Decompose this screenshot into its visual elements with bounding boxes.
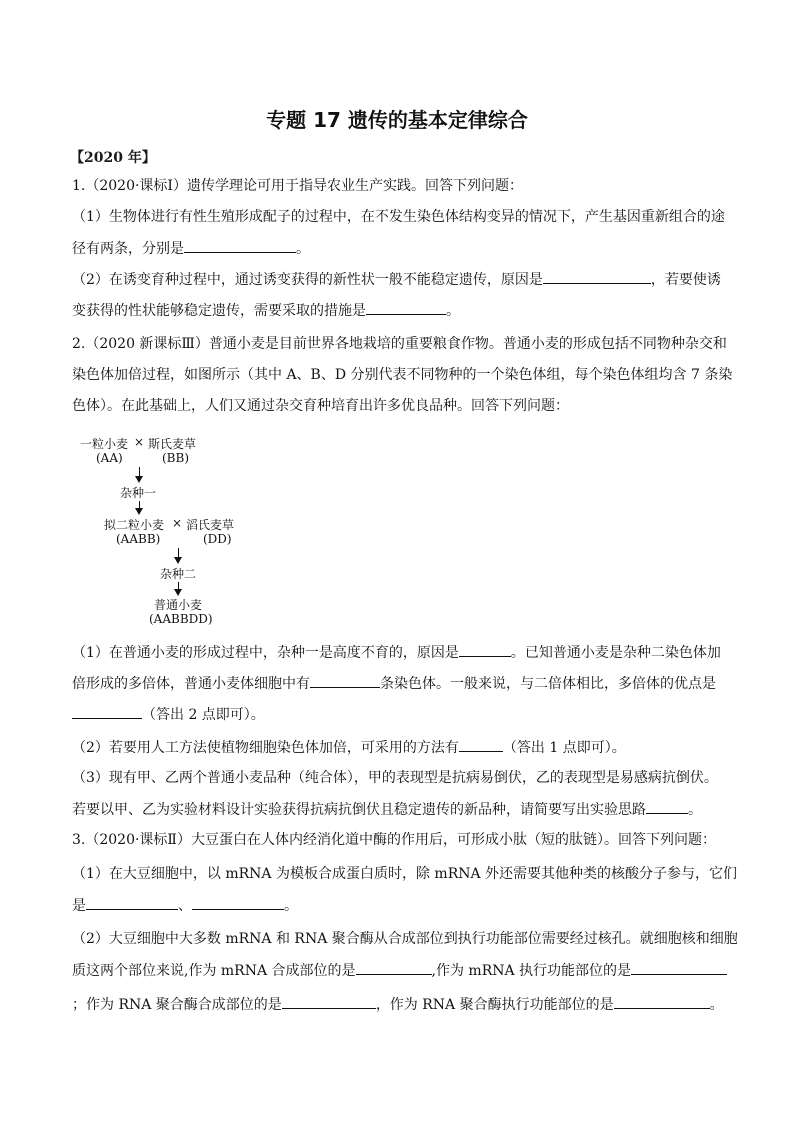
answer-blank[interactable] bbox=[282, 994, 376, 1009]
answer-blank[interactable] bbox=[543, 269, 651, 284]
q2-part2 bbox=[72, 737, 626, 758]
answer-blank[interactable] bbox=[192, 895, 284, 910]
answer-blank[interactable] bbox=[459, 642, 511, 657]
q2-stem-line2: 染色体加倍过程，如图所示（其中 A、B、D 分别代表不同物种的一个染色体组，每个染色体组均含 7 条染 bbox=[72, 367, 733, 383]
q3-part2-line3 bbox=[72, 994, 724, 1015]
answer-blank[interactable] bbox=[72, 704, 142, 719]
q2-part1-end: （答出 2 点即可）。 bbox=[142, 707, 265, 723]
q3-part2-end: 。 bbox=[709, 997, 724, 1013]
parent3-name: 拟二粒小麦 bbox=[104, 518, 165, 532]
hybrid2-name: 杂种二 bbox=[160, 567, 197, 581]
q2-part3-line2 bbox=[72, 799, 702, 820]
q3-part2-mid2: ，作为 RNA 聚合酶执行功能部位的是 bbox=[375, 997, 614, 1013]
q2-part1-text-end: 。已知普通小麦是杂种二染色体加 bbox=[510, 645, 721, 661]
q3-part1-sep: 、 bbox=[178, 898, 192, 914]
q2-part3-text: 若要以甲、乙为实验材料设计实验获得抗病抗倒伏且稳定遗传的新品种，请简要写出实验思路 bbox=[72, 802, 646, 818]
arrow-down-icon bbox=[135, 476, 143, 483]
q3-part1-line1: （1）在大豆细胞中，以 mRNA 为模板合成蛋白质时，除 mRNA 外还需要其他种类的核酸分子参与，它们 bbox=[72, 866, 738, 882]
q1-stem: 1.（2020·课标Ⅰ）遗传学理论可用于指导农业生产实践。回答下列问题： bbox=[72, 178, 523, 194]
q3-part2-mid: ,作为 mRNA 执行功能部位的是 bbox=[431, 963, 632, 979]
q3-part2-text2: ；作为 RNA 聚合酶合成部位的是 bbox=[72, 997, 282, 1013]
q2-part1-text2-end: 条染色体。一般来说，与二倍体相比，多倍体的优点是 bbox=[380, 676, 716, 692]
q2-part1-text2: 倍形成的多倍体，普通小麦体细胞中有 bbox=[72, 676, 310, 692]
answer-blank[interactable] bbox=[631, 960, 727, 975]
parent4-name: 滔氏麦草 bbox=[186, 518, 235, 532]
parent1-genome: (AA) bbox=[96, 451, 123, 465]
q2-part1-line2 bbox=[72, 673, 716, 694]
parent2-name: 斯氏麦草 bbox=[148, 437, 197, 451]
q1-part2-text-end: ，若要使诱 bbox=[650, 272, 721, 288]
answer-blank[interactable] bbox=[646, 799, 688, 814]
q1-part1-text: 径有两条，分别是 bbox=[72, 241, 184, 257]
q3-part2-line1: （2）大豆细胞中大多数 mRNA 和 RNA 聚合酶从合成部位到执行功能部位需要经过核孔。就细胞核和细胞 bbox=[72, 931, 738, 947]
parent4-genome: (DD) bbox=[203, 532, 232, 546]
q2-part1-line3 bbox=[72, 704, 265, 725]
q3-part1-text: 是 bbox=[72, 898, 86, 914]
q2-part1-line1 bbox=[72, 642, 721, 663]
q2-stem-line3: 色体）。在此基础上，人们又通过杂交育种培育出许多优良品种。回答下列问题： bbox=[72, 398, 569, 414]
answer-blank[interactable] bbox=[366, 300, 446, 315]
arrow-down-icon bbox=[174, 557, 182, 564]
q3-part1-end: 。 bbox=[284, 898, 298, 914]
q1-part2-line1 bbox=[72, 269, 721, 290]
q3-part2-text: 质这两个部位来说,作为 mRNA 合成部位的是 bbox=[72, 963, 356, 979]
q3-part2-line2 bbox=[72, 960, 727, 981]
q1-part2-line2 bbox=[72, 300, 460, 321]
q2-part1-text: （1）在普通小麦的形成过程中，杂种一是高度不育的，原因是 bbox=[72, 645, 459, 661]
answer-blank[interactable] bbox=[310, 673, 380, 688]
answer-blank[interactable] bbox=[614, 994, 710, 1009]
answer-blank[interactable] bbox=[184, 238, 296, 253]
q2-part3-end: 。 bbox=[688, 802, 702, 818]
cross-symbol: × bbox=[172, 516, 183, 530]
q1-part1-line2 bbox=[72, 238, 310, 259]
final-wheat-name: 普通小麦 bbox=[154, 598, 203, 612]
arrow-down-icon bbox=[174, 589, 182, 596]
arrow-down-icon bbox=[135, 508, 143, 515]
parent1-name: 一粒小麦 bbox=[80, 437, 129, 451]
q2-stem-line1: 2.（2020 新课标Ⅲ）普通小麦是目前世界各地栽培的重要粮食作物。普通小麦的形成包括不同物种杂交和 bbox=[72, 336, 727, 352]
q1-part1-line1: （1）生物体进行有性生殖形成配子的过程中，在不发生染色体结构变异的情况下，产生基因重新组合的途 bbox=[72, 209, 725, 225]
q3-stem: 3.（2020·课标Ⅱ）大豆蛋白在人体内经消化道中酶的作用后，可形成小肽（短的肽链）。回答下列问题： bbox=[72, 832, 716, 848]
parent2-genome: (BB) bbox=[162, 451, 189, 465]
q2-part2-end: （答出 1 点即可）。 bbox=[502, 740, 626, 756]
parent3-genome: (AABB) bbox=[116, 532, 161, 546]
q1-part2-end: 。 bbox=[446, 303, 460, 319]
answer-blank[interactable] bbox=[459, 737, 503, 752]
q2-part2-text: （2）若要用人工方法使植物细胞染色体加倍，可采用的方法有 bbox=[72, 740, 459, 756]
q2-part3-line1: （3）现有甲、乙两个普通小麦品种（纯合体），甲的表现型是抗病易倒伏，乙的表现型是易感病抗倒伏。 bbox=[72, 770, 718, 786]
answer-blank[interactable] bbox=[86, 895, 178, 910]
q3-part1-line2 bbox=[72, 895, 298, 916]
q1-part1-end: 。 bbox=[296, 241, 310, 257]
hybrid1-name: 杂种一 bbox=[120, 486, 157, 500]
q1-part2-text2: 变获得的性状能够稳定遗传，需要采取的措施是 bbox=[72, 303, 366, 319]
year-section-heading: 【2020 年】 bbox=[70, 150, 156, 166]
answer-blank[interactable] bbox=[356, 960, 432, 975]
cross-symbol: × bbox=[134, 435, 145, 449]
page-title: 专题 17 遗传的基本定律综合 bbox=[266, 108, 528, 132]
q1-part2-text: （2）在诱变育种过程中，通过诱变获得的新性状一般不能稳定遗传，原因是 bbox=[72, 272, 543, 288]
final-wheat-genome: (AABBDD) bbox=[149, 612, 213, 626]
